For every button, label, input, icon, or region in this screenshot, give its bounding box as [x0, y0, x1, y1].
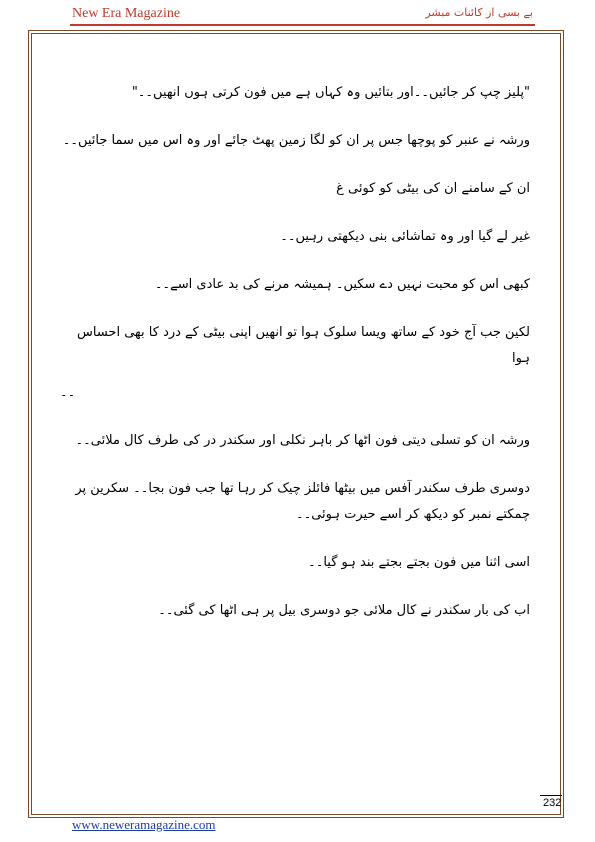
paragraph: ورشہ نے عنبر کو پوچھا جس پر ان کو لگا زمین پھٹ جائے اور وہ اس میں سما جائیں۔۔: [62, 133, 530, 148]
website-link[interactable]: www.neweramagazine.com: [72, 817, 216, 832]
paragraph: غیر لے گیا اور وہ تماشائی بنی دیکھتی رہیں۔۔: [280, 229, 530, 244]
paragraph: دوسری طرف سکندر آفس میں بیٹھا فائلز چیک کر رہا تھا جب فون بجا۔۔ سکرین پر چمکتے نمبر کو دیکھ کر اسے حیرت ہوئی۔۔: [75, 481, 530, 522]
paragraph: کبھی اس کو محبت نہیں دے سکیں۔ ہمیشہ مرنے کی بد عادی اسے۔۔: [154, 277, 530, 292]
paragraph: ۔۔: [60, 385, 76, 400]
paragraph: "پلیز چپ کر جائیں۔۔اور بتائیں وہ کہاں ہے میں فون کرتی ہوں انھیں۔۔": [131, 85, 530, 100]
page-number-rule: [540, 795, 562, 796]
paragraph: اسی اثنا میں فون بجتے بجتے بند ہو گیا۔۔: [308, 555, 530, 570]
paragraph: ان کے سامنے ان کی بیٹی کو کوئی غ: [336, 181, 530, 196]
paragraph: ورشہ ان کو تسلی دیتی فون اٹھا کر باہر نکلی اور سکندر در کی طرف کال ملائی۔۔: [75, 433, 530, 448]
page-number: 232: [543, 797, 562, 809]
header-divider: [70, 24, 535, 26]
story-body: [60, 80, 530, 646]
paragraph: اب کی بار سکندر نے کال ملائی جو دوسری بیل پر ہی اٹھا کی گئی۔۔: [158, 603, 530, 618]
paragraph: لکین جب آج خود کے ساتھ ویسا سلوک ہوا تو انھیں اپنی بیٹی کے درد کا بھی احساس ہوا: [77, 325, 530, 366]
magazine-name: New Era Magazine: [72, 6, 181, 21]
story-title: بے بسی از کائنات مبشر: [425, 6, 533, 19]
